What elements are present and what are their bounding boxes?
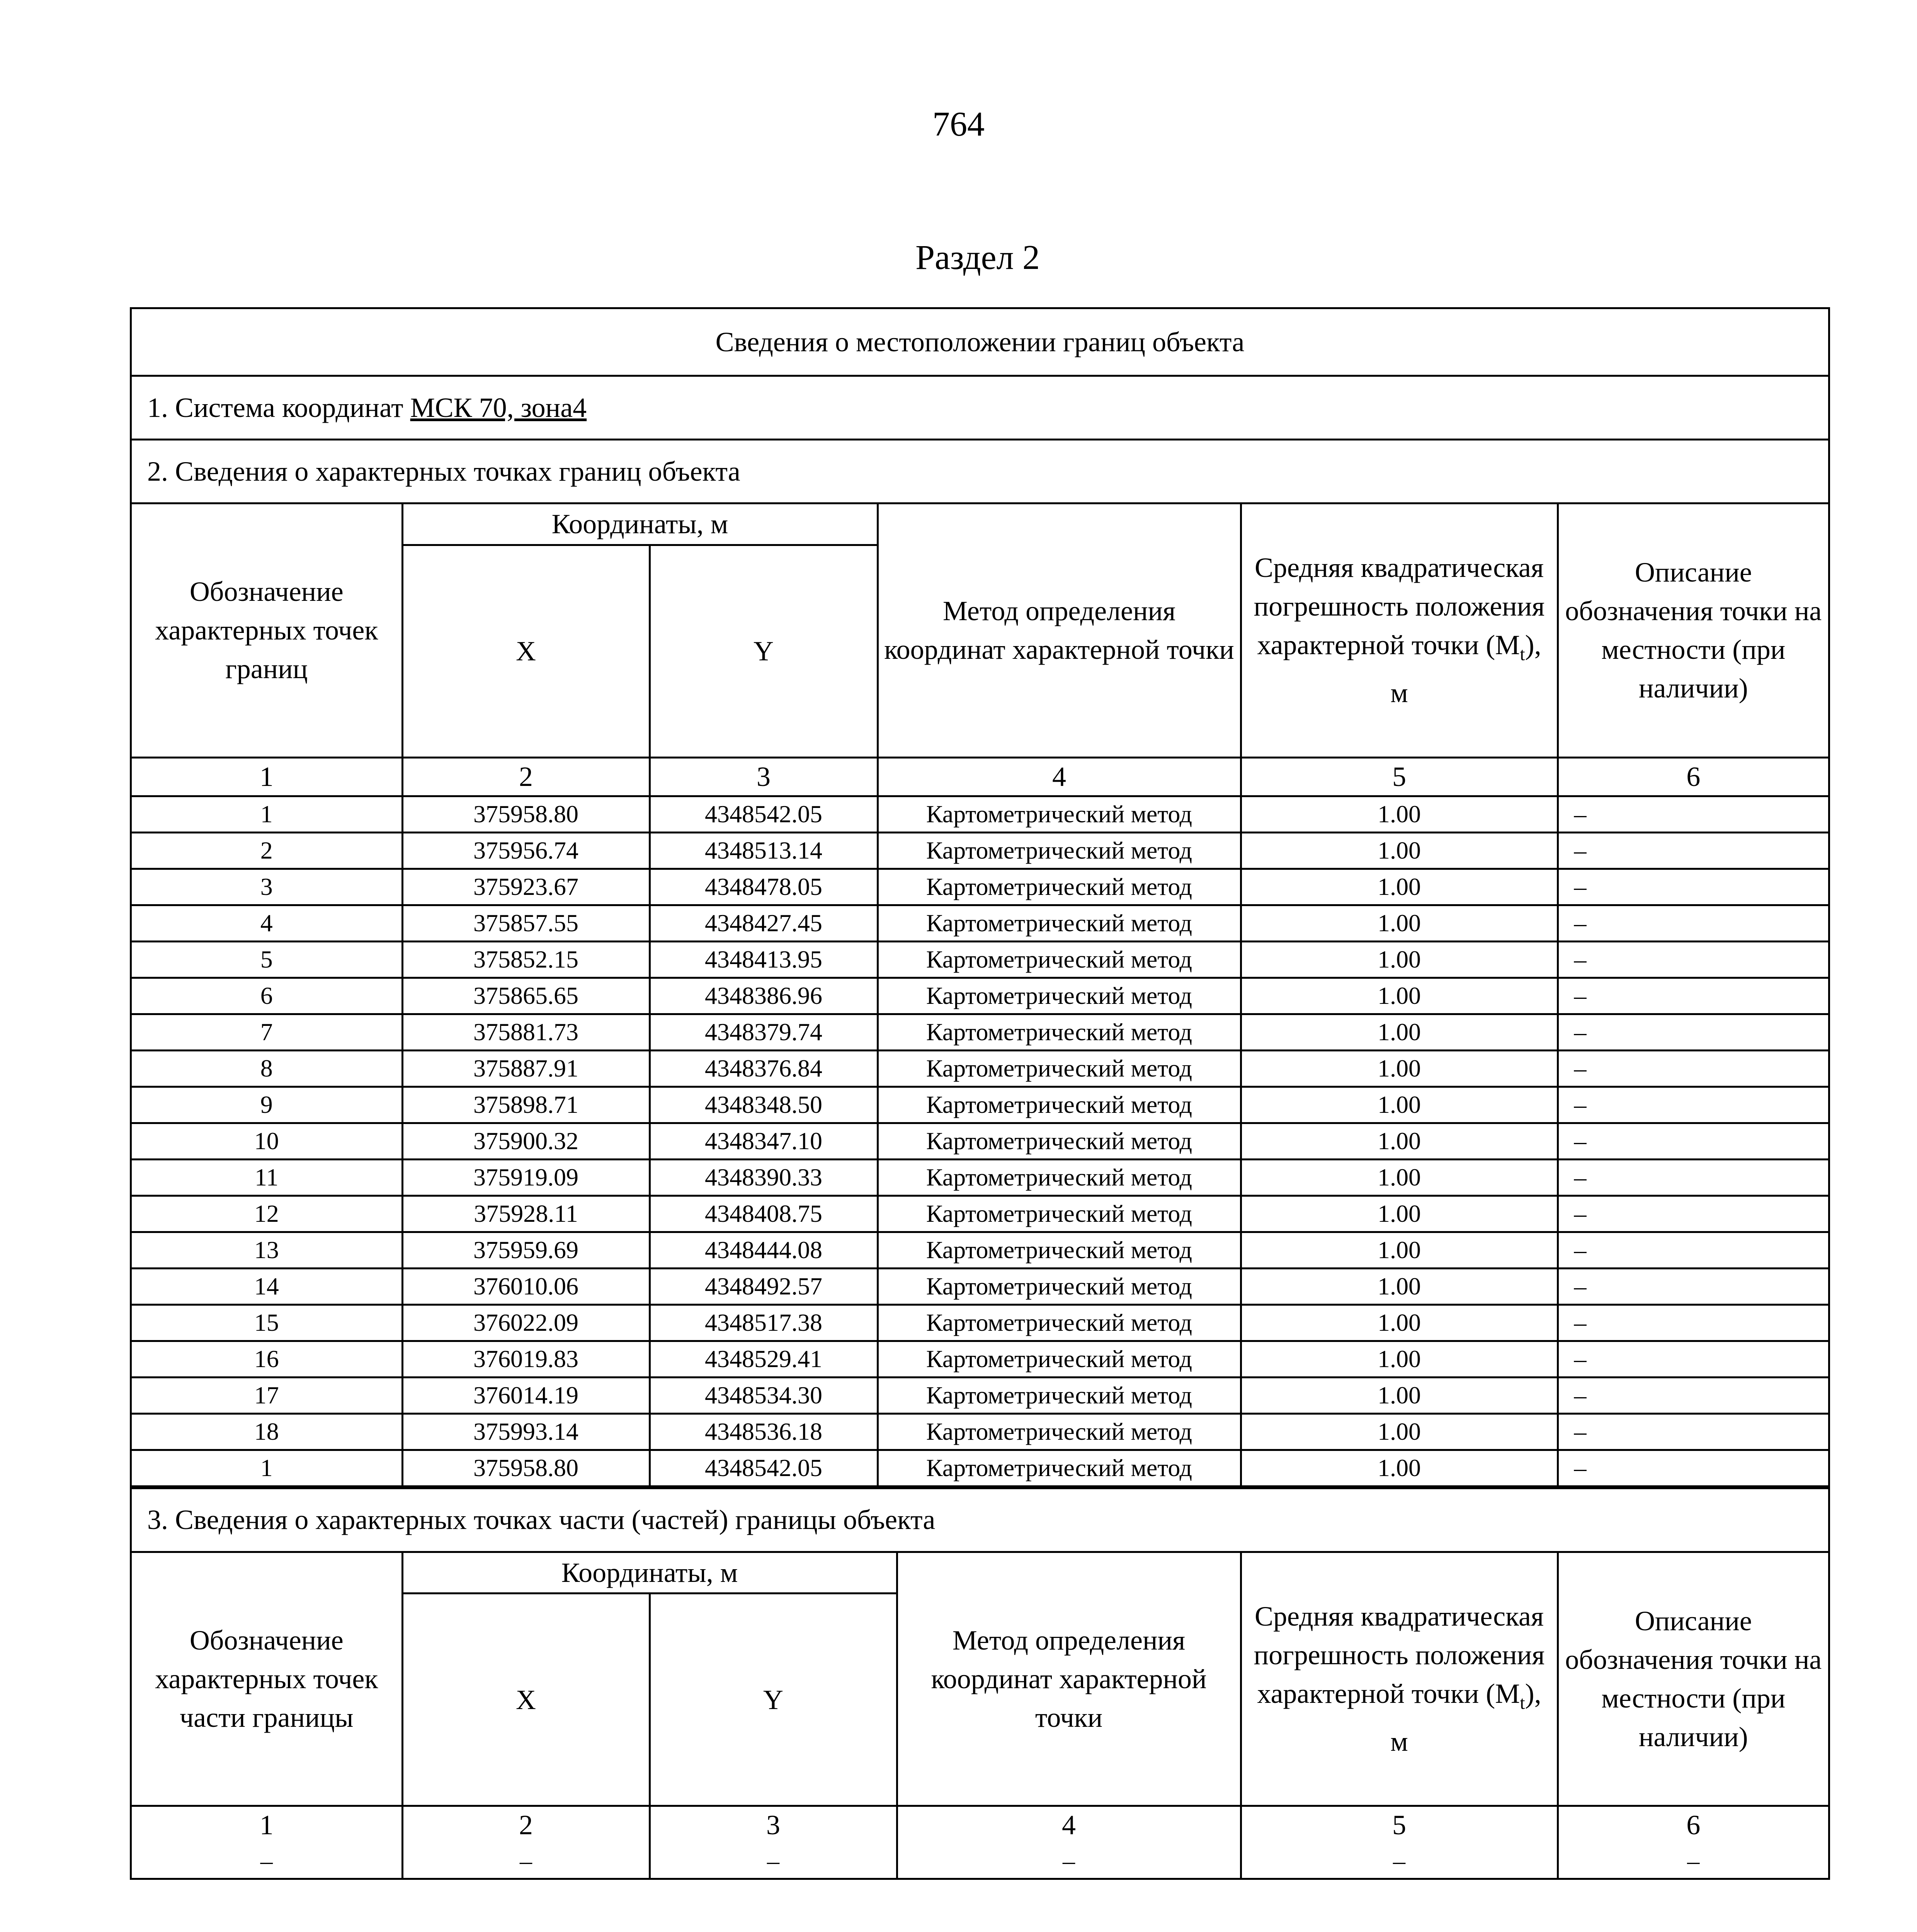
method-cell: Картометрический метод: [878, 796, 1241, 832]
accuracy-cell: 1.00: [1241, 1377, 1558, 1413]
table-row: [132, 978, 1828, 1014]
coord-x-cell: 375898.71: [402, 1087, 650, 1123]
table-row: [132, 1196, 1828, 1232]
column-number: 1: [132, 1806, 402, 1844]
coord-x-cell: 375958.80: [402, 1450, 650, 1486]
column-number: 1: [132, 757, 402, 796]
header-description: Описание обозначения точки на местности (при наличии): [1558, 504, 1828, 757]
accuracy-cell: 1.00: [1241, 1123, 1558, 1159]
column-number: 4: [878, 757, 1241, 796]
point-number-cell: 4: [132, 905, 402, 941]
point-number-cell: 1: [132, 1450, 402, 1486]
point-number-cell: 7: [132, 1014, 402, 1050]
coord-y-cell: 4348513.14: [650, 832, 878, 869]
point-number-cell: 13: [132, 1232, 402, 1268]
header-accuracy-text: Средняя квадратическая погрешность положения характерной точки (M: [1254, 552, 1545, 661]
coord-x-cell: 375956.74: [402, 832, 650, 869]
method-cell: Картометрический метод: [878, 1123, 1241, 1159]
coord-system-label: 1. Система координат: [147, 392, 410, 423]
section3-title: 3. Сведения о характерных точках части (частей) границы объекта: [132, 1487, 1828, 1551]
part-header-accuracy-sub: t: [1520, 1692, 1525, 1713]
table-row: [132, 1341, 1828, 1377]
description-cell: –: [1558, 869, 1828, 905]
coord-y-cell: 4348408.75: [650, 1196, 878, 1232]
description-cell: –: [1558, 1159, 1828, 1196]
coord-y-cell: 4348517.38: [650, 1304, 878, 1341]
method-cell: Картометрический метод: [878, 1413, 1241, 1450]
header-accuracy: [1241, 504, 1558, 757]
description-cell: –: [1558, 941, 1828, 978]
table-row: [132, 1087, 1828, 1123]
point-number-cell: 11: [132, 1159, 402, 1196]
description-cell: –: [1558, 1341, 1828, 1377]
point-number-cell: 15: [132, 1304, 402, 1341]
method-cell: Картометрический метод: [878, 1341, 1241, 1377]
point-number-cell: 12: [132, 1196, 402, 1232]
table-row: [132, 1232, 1828, 1268]
boundary-info-table: [130, 307, 1830, 1880]
column-number: 3: [650, 1806, 897, 1844]
part-column-numbers-row: [132, 1806, 1828, 1844]
coord-x-cell: 375857.55: [402, 905, 650, 941]
column-number: 2: [402, 757, 650, 796]
method-cell: Картометрический метод: [878, 869, 1241, 905]
boundary-points-section: [132, 502, 1828, 1487]
point-number-cell: 3: [132, 869, 402, 905]
description-cell: –: [1558, 1844, 1828, 1878]
column-number: 2: [402, 1806, 650, 1844]
accuracy-cell: 1.00: [1241, 1196, 1558, 1232]
coord-y-cell: 4348536.18: [650, 1413, 878, 1450]
accuracy-cell: 1.00: [1241, 1450, 1558, 1486]
description-cell: –: [1558, 905, 1828, 941]
table-row: [132, 1050, 1828, 1087]
part-header-description: Описание обозначения точки на местности (при наличии): [1558, 1553, 1828, 1806]
method-cell: Картометрический метод: [878, 832, 1241, 869]
point-number-cell: 2: [132, 832, 402, 869]
method-cell: Картометрический метод: [878, 1268, 1241, 1304]
table-row: [132, 1413, 1828, 1450]
part-header-coordinates: Координаты, м: [402, 1553, 897, 1594]
coord-x-cell: 375887.91: [402, 1050, 650, 1087]
description-cell: –: [1558, 1268, 1828, 1304]
header-x: X: [402, 545, 650, 757]
method-cell: Картометрический метод: [878, 1014, 1241, 1050]
method-cell: Картометрический метод: [878, 905, 1241, 941]
part-points-table: [132, 1553, 1828, 1878]
table-row: [132, 941, 1828, 978]
column-number: 5: [1241, 1806, 1558, 1844]
accuracy-cell: 1.00: [1241, 1232, 1558, 1268]
table-row: [132, 1450, 1828, 1486]
section2-title: 2. Сведения о характерных точках границ объекта: [132, 439, 1828, 502]
coord-y-cell: 4348347.10: [650, 1123, 878, 1159]
coord-y-cell: 4348427.45: [650, 905, 878, 941]
method-cell: Картометрический метод: [878, 1050, 1241, 1087]
coord-x-cell: 375881.73: [402, 1014, 650, 1050]
coord-y-cell: 4348376.84: [650, 1050, 878, 1087]
column-number: 6: [1558, 1806, 1828, 1844]
coord-y-cell: –: [650, 1844, 897, 1878]
description-cell: –: [1558, 1196, 1828, 1232]
coord-y-cell: 4348379.74: [650, 1014, 878, 1050]
column-number: 3: [650, 757, 878, 796]
header-designation: Обозначение характерных точек границ: [132, 504, 402, 757]
part-header-x: X: [402, 1594, 650, 1806]
coord-y-cell: 4348529.41: [650, 1341, 878, 1377]
part-header-method: Метод определения координат характерной точки: [897, 1553, 1241, 1806]
method-cell: –: [897, 1844, 1241, 1878]
coord-x-cell: 375928.11: [402, 1196, 650, 1232]
description-cell: –: [1558, 1123, 1828, 1159]
description-cell: –: [1558, 796, 1828, 832]
page-number: 764: [932, 105, 985, 143]
accuracy-cell: 1.00: [1241, 1050, 1558, 1087]
method-cell: Картометрический метод: [878, 941, 1241, 978]
column-number: 6: [1558, 757, 1828, 796]
coord-y-cell: 4348444.08: [650, 1232, 878, 1268]
part-header-accuracy-suffix: ), м: [1390, 1678, 1541, 1757]
table-row: [132, 832, 1828, 869]
column-number: 4: [897, 1806, 1241, 1844]
description-cell: –: [1558, 1232, 1828, 1268]
description-cell: –: [1558, 832, 1828, 869]
boundary-points-table: [132, 504, 1828, 1487]
table-row: [132, 1014, 1828, 1050]
column-number: 5: [1241, 757, 1558, 796]
header-y: Y: [650, 545, 878, 757]
method-cell: Картометрический метод: [878, 1232, 1241, 1268]
point-number-cell: 17: [132, 1377, 402, 1413]
table-row: [132, 1377, 1828, 1413]
accuracy-cell: 1.00: [1241, 1014, 1558, 1050]
point-number-cell: 16: [132, 1341, 402, 1377]
coord-system-value: МСК 70, зона4: [410, 392, 587, 423]
part-points-section: [132, 1551, 1828, 1878]
point-number-cell: 8: [132, 1050, 402, 1087]
header-accuracy-suffix: ), м: [1390, 629, 1541, 709]
accuracy-cell: 1.00: [1241, 1159, 1558, 1196]
table-title: Сведения о местоположении границ объекта: [715, 326, 1245, 357]
accuracy-cell: 1.00: [1241, 796, 1558, 832]
method-cell: Картометрический метод: [878, 1196, 1241, 1232]
method-cell: Картометрический метод: [878, 978, 1241, 1014]
coord-x-cell: 376010.06: [402, 1268, 650, 1304]
accuracy-cell: 1.00: [1241, 905, 1558, 941]
coord-y-cell: 4348478.05: [650, 869, 878, 905]
point-number-cell: 18: [132, 1413, 402, 1450]
coord-x-cell: 375900.32: [402, 1123, 650, 1159]
point-number-cell: 9: [132, 1087, 402, 1123]
coord-x-cell: 375923.67: [402, 869, 650, 905]
accuracy-cell: 1.00: [1241, 832, 1558, 869]
point-number-cell: 10: [132, 1123, 402, 1159]
coord-y-cell: 4348542.05: [650, 1450, 878, 1486]
header-coordinates: Координаты, м: [402, 504, 878, 545]
description-cell: –: [1558, 1304, 1828, 1341]
description-cell: –: [1558, 1050, 1828, 1087]
table-row: [132, 1159, 1828, 1196]
point-number-cell: 5: [132, 941, 402, 978]
accuracy-cell: 1.00: [1241, 1087, 1558, 1123]
accuracy-cell: 1.00: [1241, 941, 1558, 978]
coord-x-cell: 376019.83: [402, 1341, 650, 1377]
accuracy-cell: 1.00: [1241, 1268, 1558, 1304]
coord-x-cell: 375959.69: [402, 1232, 650, 1268]
part-body: [132, 1844, 1828, 1878]
accuracy-cell: 1.00: [1241, 1413, 1558, 1450]
accuracy-cell: 1.00: [1241, 1341, 1558, 1377]
coord-y-cell: 4348534.30: [650, 1377, 878, 1413]
description-cell: –: [1558, 1014, 1828, 1050]
coord-x-cell: 375852.15: [402, 941, 650, 978]
description-cell: –: [1558, 1377, 1828, 1413]
coord-x-cell: 375993.14: [402, 1413, 650, 1450]
part-header-accuracy: [1241, 1553, 1558, 1806]
method-cell: Картометрический метод: [878, 1159, 1241, 1196]
coord-y-cell: 4348413.95: [650, 941, 878, 978]
coord-y-cell: 4348390.33: [650, 1159, 878, 1196]
description-cell: –: [1558, 978, 1828, 1014]
table-row: [132, 1304, 1828, 1341]
column-numbers-row: [132, 757, 1828, 796]
coord-y-cell: 4348542.05: [650, 796, 878, 832]
points-body: [132, 796, 1828, 1486]
accuracy-cell: 1.00: [1241, 1304, 1558, 1341]
section-title: Раздел 2: [915, 238, 1040, 277]
description-cell: –: [1558, 1087, 1828, 1123]
part-header-accuracy-text: Средняя квадратическая погрешность положения характерной точки (M: [1254, 1600, 1545, 1709]
coord-x-cell: –: [402, 1844, 650, 1878]
coord-y-cell: 4348492.57: [650, 1268, 878, 1304]
description-cell: –: [1558, 1450, 1828, 1486]
coord-x-cell: 376014.19: [402, 1377, 650, 1413]
method-cell: Картометрический метод: [878, 1450, 1241, 1486]
coord-x-cell: 375865.65: [402, 978, 650, 1014]
table-row: [132, 1268, 1828, 1304]
accuracy-cell: 1.00: [1241, 869, 1558, 905]
accuracy-cell: –: [1241, 1844, 1558, 1878]
point-number-cell: 14: [132, 1268, 402, 1304]
coord-system-line: [132, 375, 1828, 439]
point-number-cell: 1: [132, 796, 402, 832]
header-accuracy-sub: t: [1520, 644, 1525, 665]
coord-x-cell: 375919.09: [402, 1159, 650, 1196]
coord-y-cell: 4348386.96: [650, 978, 878, 1014]
table-row: [132, 796, 1828, 832]
point-number-cell: 6: [132, 978, 402, 1014]
coord-x-cell: 375958.80: [402, 796, 650, 832]
method-cell: Картометрический метод: [878, 1304, 1241, 1341]
part-header-designation: Обозначение характерных точек части границы: [132, 1553, 402, 1806]
table-row: [132, 1844, 1828, 1878]
table-row: [132, 905, 1828, 941]
method-cell: Картометрический метод: [878, 1377, 1241, 1413]
table-row: [132, 869, 1828, 905]
point-number-cell: –: [132, 1844, 402, 1878]
description-cell: –: [1558, 1413, 1828, 1450]
coord-x-cell: 376022.09: [402, 1304, 650, 1341]
part-header-y: Y: [650, 1594, 897, 1806]
coord-y-cell: 4348348.50: [650, 1087, 878, 1123]
accuracy-cell: 1.00: [1241, 978, 1558, 1014]
table-row: [132, 1123, 1828, 1159]
method-cell: Картометрический метод: [878, 1087, 1241, 1123]
header-method: Метод определения координат характерной точки: [878, 504, 1241, 757]
